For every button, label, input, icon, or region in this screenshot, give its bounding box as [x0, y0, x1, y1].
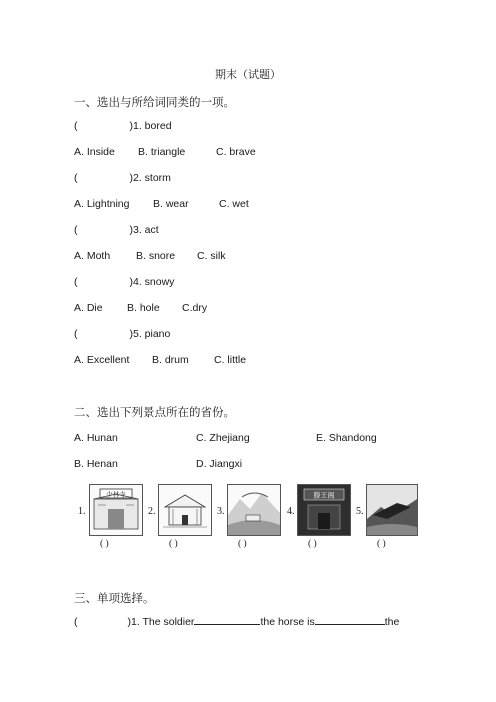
answer-paren-open: (	[74, 328, 78, 340]
answer-paren-close: )	[129, 328, 133, 340]
option-b: B. drum	[152, 354, 189, 366]
scene-image-temple-hall	[158, 484, 212, 536]
fill-blank[interactable]	[194, 614, 260, 625]
answer-paren-open: (	[74, 616, 78, 628]
scene-answer-blank[interactable]: ( )	[169, 539, 178, 549]
question-stem: 1. bored	[133, 120, 172, 132]
option-c: C. silk	[197, 250, 226, 262]
option-c: C.dry	[182, 302, 208, 314]
answer-paren-open: (	[74, 172, 78, 184]
scene-answer-blank[interactable]: ( )	[308, 539, 317, 549]
scene-image-shaolin-gate	[89, 484, 143, 536]
option-b: B. wear	[153, 198, 189, 210]
scene-image-mountain-pavilion	[227, 484, 281, 536]
question-stem: 5. piano	[133, 328, 171, 340]
question-stem: 2. storm	[133, 172, 171, 184]
option-a: A. Inside	[74, 146, 115, 158]
question-5	[74, 328, 170, 340]
scene-number: 4.	[287, 506, 295, 517]
question-4	[74, 276, 174, 288]
question-stem: 4. snowy	[133, 276, 175, 288]
answer-paren-close: )	[129, 224, 133, 236]
answer-paren-open: (	[74, 120, 78, 132]
scene-number: 5.	[356, 506, 364, 517]
answer-paren-close: )	[129, 172, 133, 184]
section3-heading: 三、单项选择。	[74, 593, 155, 605]
option-c: C. wet	[219, 198, 249, 210]
province-option-b: B. Henan	[74, 458, 118, 470]
option-c: C. brave	[216, 146, 256, 158]
answer-paren-close: )	[129, 276, 133, 288]
question-stem: 3. act	[133, 224, 159, 236]
fill-blank[interactable]	[315, 614, 385, 625]
section1-heading: 一、选出与所给词同类的一项。	[74, 97, 235, 109]
scene-number: 1.	[78, 506, 86, 517]
section3-question-1	[74, 614, 399, 628]
option-b: B. snore	[136, 250, 176, 262]
option-a: A. Excellent	[74, 354, 130, 366]
question-3	[74, 224, 159, 236]
question-text: 1. The soldier	[131, 616, 195, 628]
option-b: B. triangle	[138, 146, 186, 158]
option-b: B. hole	[127, 302, 160, 314]
answer-paren-open: (	[74, 224, 78, 236]
question-text: the horse is	[260, 616, 315, 628]
scene-image-cliff-landscape	[366, 484, 418, 536]
question-text: the	[384, 616, 400, 628]
scene-answer-blank[interactable]: ( )	[238, 539, 247, 549]
scene-number: 3.	[217, 506, 225, 517]
province-option-a: A. Hunan	[74, 432, 118, 444]
province-option-d: D. Jiangxi	[196, 458, 243, 470]
scene-sign-text: 少林寺	[106, 490, 126, 499]
section2-heading: 二、选出下列景点所在的省份。	[74, 407, 235, 419]
option-c: C. little	[214, 354, 247, 366]
question-2	[74, 172, 171, 184]
page-title: 期末（试题）	[215, 69, 281, 81]
option-a: A. Die	[74, 302, 103, 314]
scene-answer-blank[interactable]: ( )	[100, 539, 109, 549]
answer-paren-close: )	[129, 120, 133, 132]
answer-paren-open: (	[74, 276, 78, 288]
scene-image-tengwang-pavilion	[297, 484, 351, 536]
scene-number: 2.	[148, 506, 156, 517]
province-option-e: E. Shandong	[316, 432, 377, 444]
option-a: A. Lightning	[74, 198, 130, 210]
option-a: A. Moth	[74, 250, 111, 262]
scene-answer-blank[interactable]: ( )	[377, 539, 386, 549]
province-option-c: C. Zhejiang	[196, 432, 250, 444]
scene-sign-text: 滕王阁	[313, 491, 335, 500]
question-1	[74, 120, 172, 132]
answer-paren-close: )	[127, 616, 131, 628]
